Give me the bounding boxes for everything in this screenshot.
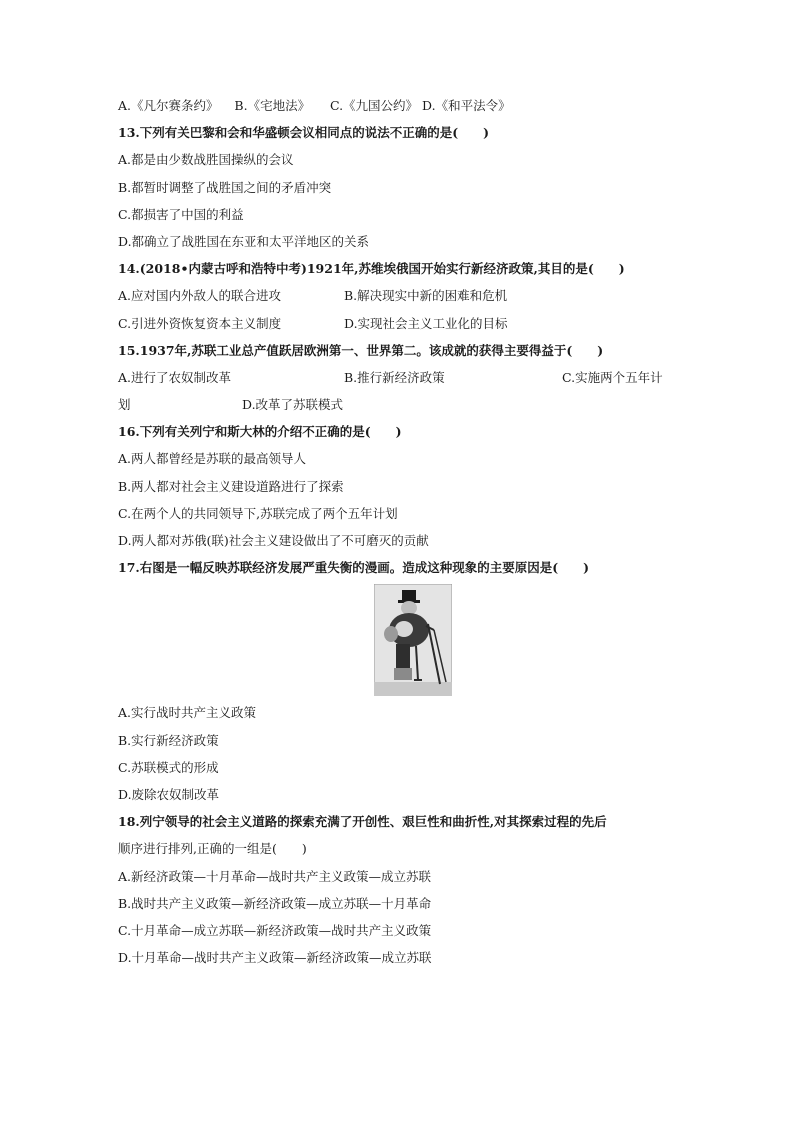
q16-stem: 16.下列有关列宁和斯大林的介绍不正确的是( ) <box>118 424 402 440</box>
q17-option-d: D.废除农奴制改革 <box>118 786 220 802</box>
q13-option-c: C.都损害了中国的利益 <box>118 206 244 222</box>
q17-stem: 17.右图是一幅反映苏联经济发展严重失衡的漫画。造成这种现象的主要原因是( ) <box>118 560 590 576</box>
q15-option-c: C.实施两个五年计 <box>562 369 663 385</box>
q14-options-row-2 <box>118 310 698 337</box>
q17-option-a: A.实行战时共产主义政策 <box>118 705 257 721</box>
q17-figure <box>118 581 698 699</box>
q12-option-d: D.《和平法令》 <box>422 98 511 113</box>
q12-option-a: A.《凡尔赛条约》 <box>118 98 219 113</box>
q18-option-d: D.十月革命—战时共产主义政策—新经济政策—成立苏联 <box>118 950 432 966</box>
q16-option-a: A.两人都曾经是苏联的最高领导人 <box>118 451 307 467</box>
q15-options-row-2 <box>118 391 698 418</box>
q15-options-row-1 <box>118 364 698 391</box>
q14-option-c: C.引进外资恢复资本主义制度 <box>118 315 282 331</box>
q15-option-d: D.改革了苏联模式 <box>242 397 344 413</box>
q18-stem-line-1: 18.列宁领导的社会主义道路的探索充满了开创性、艰巨性和曲折性,对其探索过程的先后 <box>118 814 607 830</box>
question-page <box>118 92 698 971</box>
q12-option-c: C.《九国公约》 <box>329 98 419 113</box>
q12-option-b: B.《宅地法》 <box>234 98 311 113</box>
q16-option-b: B.两人都对社会主义建设道路进行了探索 <box>118 478 344 494</box>
q14-option-b: B.解决现实中新的困难和危机 <box>344 288 508 304</box>
q13-option-b: B.都暂时调整了战胜国之间的矛盾冲突 <box>118 179 332 195</box>
q15-option-c-continued: 划 <box>118 397 131 413</box>
q13-stem: 13.下列有关巴黎和会和华盛顿会议相同点的说法不正确的是( ) <box>118 125 490 141</box>
q13-option-d: D.都确立了战胜国在东亚和太平洋地区的关系 <box>118 233 370 249</box>
q15-option-a: A.进行了农奴制改革 <box>118 369 232 385</box>
q14-option-a: A.应对国内外敌人的联合进攻 <box>118 288 282 304</box>
q16-option-d: D.两人都对苏俄(联)社会主义建设做出了不可磨灭的贡献 <box>118 533 429 548</box>
q17-option-c: C.苏联模式的形成 <box>118 759 219 775</box>
q18-stem-line-2: 顺序进行排列,正确的一组是( ) <box>118 841 307 857</box>
q18-option-a: A.新经济政策—十月革命—战时共产主义政策—成立苏联 <box>118 868 432 884</box>
q14-options-row-1 <box>118 282 698 309</box>
q14-option-d: D.实现社会主义工业化的目标 <box>344 315 508 331</box>
q12-options-row <box>118 92 698 119</box>
q17-option-b: B.实行新经济政策 <box>118 732 219 748</box>
q15-option-b: B.推行新经济政策 <box>344 369 445 385</box>
q16-option-c: C.在两个人的共同领导下,苏联完成了两个五年计划 <box>118 505 398 521</box>
q18-option-b: B.战时共产主义政策—新经济政策—成立苏联—十月革命 <box>118 895 432 911</box>
q15-stem: 15.1937年,苏联工业总产值跃居欧洲第一、世界第二。该成就的获得主要得益于( ) <box>118 342 604 358</box>
cartoon-image <box>374 584 452 696</box>
q13-option-a: A.都是由少数战胜国操纵的会议 <box>118 152 294 168</box>
q14-stem: 14.(2018•内蒙古呼和浩特中考)1921年,苏维埃俄国开始实行新经济政策,其目的是( ) <box>118 261 625 277</box>
q18-option-c: C.十月革命—成立苏联—新经济政策—战时共产主义政策 <box>118 922 432 938</box>
